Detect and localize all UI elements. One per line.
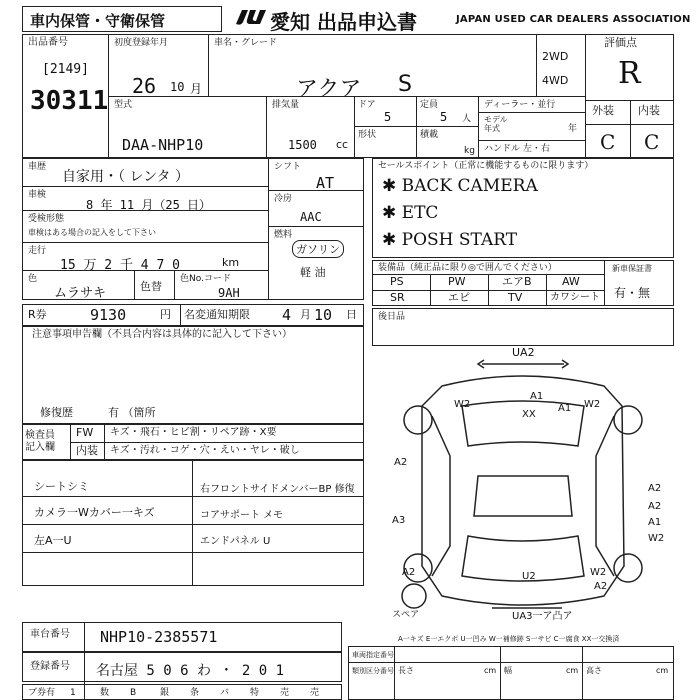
recycle-label: R券 [28, 308, 47, 321]
width-unit: cm [566, 666, 579, 675]
ju-logo [232, 6, 268, 28]
hand-note-left-3: 左A一U [34, 534, 72, 547]
star-icon: ✱ [382, 176, 397, 196]
damage-legend: A一キズ E一エクボ U一凹み W一補修跡 S一サビ C一腐食 XX一交換済 [398, 635, 620, 643]
first-reg-label: 初度登録年月 [114, 38, 169, 48]
mark-xx: XX [522, 409, 536, 420]
mileage-value: 15 万 2 千 4 7 0 [60, 258, 180, 273]
mark-a1-right2: A1 [648, 517, 662, 528]
lot-number: 30311 [30, 86, 109, 116]
height-label: 高さ [586, 666, 602, 675]
deadline-day: 10 [314, 306, 333, 324]
equip-airbag: エアB [502, 275, 532, 288]
shape-label: 形状 [358, 130, 377, 140]
length-unit: cm [484, 666, 497, 675]
year-unit: 年 [568, 124, 578, 134]
repair-label: 修復歴 [40, 406, 73, 419]
equip-pw: PW [448, 275, 466, 288]
plate-value: 名古屋 5 0 6 わ ・ 2 0 1 [96, 663, 285, 679]
equipment-title: 装備品（純正品に限り◎で囲んでください） [378, 263, 557, 273]
lot-small-number: [2149] [42, 62, 89, 77]
bottom-cell-1: ブ券有 [28, 688, 56, 698]
color-change-label: 色替 [140, 280, 162, 293]
spare-label: スペア [392, 610, 420, 620]
lot-label: 出品番号 [28, 37, 68, 48]
mark-a2-rear-right: A2 [594, 581, 608, 592]
drive-2wd: 2WD [542, 50, 569, 63]
fuel-label: 燃料 [274, 230, 293, 240]
seats-value: 5 [440, 110, 448, 124]
warranty-label: 新車保証書 [612, 264, 652, 273]
bottom-cell-10: 売 [310, 688, 320, 698]
star-icon: ✱ [382, 203, 397, 223]
mark-a2-rear: A2 [402, 567, 416, 578]
fw-label: FW [76, 426, 94, 439]
reg-month-unit: 月 [190, 82, 203, 96]
notes-title: 注意事項申告欄（不具合内容は具体的に記入して下さい） [32, 329, 292, 340]
reinspect-note: 車検はある場合の記入をして下さい [28, 228, 156, 237]
load-label: 積載 [420, 130, 439, 140]
color-code-label: 色No.コード [180, 274, 231, 284]
color-value: ムラサキ [54, 286, 107, 301]
bottom-cell-6: 条 [190, 688, 200, 698]
bottom-cell-9: 売 [280, 688, 290, 698]
bottom-cell-4: B [130, 688, 137, 698]
car-name-label: 車名・グレード [214, 38, 278, 48]
org-title: 愛知 出品申込書 [270, 10, 417, 34]
mark-w2-left: W2 [454, 399, 471, 410]
mark-w2-right2: W2 [648, 533, 665, 544]
mark-a2-right: A2 [648, 483, 662, 494]
deadline-day-unit: 日 [346, 308, 357, 321]
mark-w2-rear: W2 [590, 567, 607, 578]
fuel-selected: ガソリン [292, 240, 344, 258]
mark-w2-right: W2 [584, 399, 601, 410]
mileage-label: 走行 [28, 246, 47, 256]
type-label: 型式 [114, 100, 133, 110]
later-items-box [372, 308, 674, 346]
selling-point-1-text: BACK CAMERA [401, 176, 538, 196]
length-label: 長さ [398, 666, 414, 675]
doors-label: ドア [358, 100, 376, 110]
reg-month: 10 [170, 80, 185, 94]
selling-point-3 [382, 230, 517, 250]
selling-point-1 [382, 176, 538, 196]
exterior-label: 外装 [592, 104, 614, 117]
exterior-grade: C [600, 130, 616, 154]
bottom-cell-5: 銀 [160, 688, 170, 698]
score-label: 評価点 [604, 36, 637, 49]
usage-value: 自家用・（ レンタ ） [62, 169, 189, 185]
bottom-cell-8: 特 [250, 688, 260, 698]
load-unit: kg [464, 146, 475, 156]
mark-a3: A3 [392, 515, 406, 526]
shift-label: シフト [274, 162, 302, 172]
color-label: 色 [28, 274, 38, 284]
inspector-interior-items: キズ・汚れ・コゲ・穴・えい・ヤレ・破し [110, 445, 300, 456]
cooling-value: AAC [300, 210, 322, 224]
inspector-label: 検査員 記入欄 [25, 430, 55, 453]
cooling-label: 冷房 [274, 194, 293, 204]
fuel-option: 軽 油 [300, 266, 326, 279]
bottom-cell-3: 数 [100, 688, 110, 698]
mileage-unit: km [222, 256, 240, 269]
notes-box [22, 326, 364, 424]
warranty-value: 有・無 [614, 286, 651, 300]
inspection-label: 車検 [28, 190, 47, 200]
deadline-month-unit: 月 [300, 308, 311, 321]
score-value: R [618, 56, 641, 91]
equip-sr: SR [390, 291, 405, 304]
seats-unit: 人 [462, 114, 472, 124]
displacement-value: 1500 [288, 138, 317, 152]
plate-label: 登録番号 [30, 661, 70, 672]
equip-tv: TV [508, 291, 523, 304]
displacement-unit: cc [336, 138, 349, 151]
hand-note-left-1: シートシミ [34, 480, 89, 493]
car-diagram [372, 346, 674, 632]
selling-point-2-text: ETC [401, 203, 439, 223]
type-value: DAA-NHP10 [122, 136, 204, 154]
mark-u2: U2 [522, 571, 536, 582]
star-icon: ✱ [382, 230, 397, 250]
chassis-value: NHP10-2385571 [100, 628, 218, 646]
doors-value: 5 [384, 110, 392, 124]
mark-a1-top: A1 [530, 391, 544, 402]
org-english: JAPAN USED CAR DEALERS ASSOCIATION [456, 14, 691, 25]
displacement-label: 排気量 [272, 100, 300, 110]
deadline-month: 4 [282, 306, 292, 324]
interior-grade: C [644, 130, 660, 154]
car-grade: S [398, 72, 412, 97]
seats-label: 定員 [420, 100, 439, 110]
mark-a1-right: A1 [558, 403, 572, 414]
selling-point-3-text: POSH START [401, 230, 518, 250]
height-unit: cm [656, 666, 669, 675]
model-year-label: モデル 年式 [484, 115, 508, 133]
shift-value: AT [316, 174, 335, 192]
handle-label: ハンドル 左・右 [484, 144, 550, 154]
car-name: アクア [296, 77, 362, 102]
reinspect-label: 受検形態 [28, 214, 65, 224]
mark-a2-right2: A2 [648, 501, 662, 512]
hand-note-right-2: コアサポート メモ [200, 510, 284, 521]
usage-label: 車歴 [28, 162, 47, 172]
mark-ua3: UA3一ア凸ア [512, 611, 573, 622]
designation-label: 車両指定番号 [352, 651, 394, 659]
equip-leather: カワシート [550, 292, 600, 303]
storage-label: 車内保管・守衛保管 [30, 12, 166, 30]
chassis-label: 車台番号 [30, 629, 70, 640]
dealer-label: ディーラー・並行 [484, 100, 556, 110]
later-items-label: 後日品 [378, 312, 406, 322]
recycle-unit: 円 [160, 308, 171, 321]
fw-items: キズ・飛石・ヒビ割・リペア跡・X要 [110, 427, 277, 438]
bottom-cell-2: 1 [70, 688, 76, 698]
reg-year: 26 [132, 74, 157, 98]
mark-a2-left: A2 [394, 457, 408, 468]
repair-value: 有 （箇所 [108, 406, 156, 419]
class-label: 類別区分番号 [352, 667, 394, 675]
fuel-value [292, 240, 344, 258]
equip-navi: エピ [448, 291, 470, 304]
equip-ps: PS [390, 275, 404, 288]
inspector-interior-label: 内装 [76, 444, 98, 457]
color-code-value: 9AH [218, 286, 240, 300]
hand-note-right-1: 右フロントサイドメンバーBP 修復 [200, 484, 355, 495]
bottom-cell-7: バ [220, 688, 230, 698]
equip-aw: AW [562, 275, 580, 288]
hand-note-right-3: エンドパネル U [200, 536, 271, 547]
deadline-label: 名変通知期限 [184, 308, 250, 321]
width-label: 幅 [504, 666, 512, 675]
interior-label: 内装 [638, 104, 660, 117]
hand-note-left-2: カメラ一Wカバー一キズ [34, 506, 155, 519]
recycle-value: 9130 [90, 306, 127, 324]
selling-points-title: セールスポイント（正常に機能するものに限ります） [378, 161, 594, 171]
selling-point-2 [382, 203, 438, 223]
drive-4wd: 4WD [542, 74, 569, 87]
mark-ua2: UA2 [512, 346, 535, 359]
inspection-value: 8 年 11 月（25 日） [86, 198, 212, 212]
